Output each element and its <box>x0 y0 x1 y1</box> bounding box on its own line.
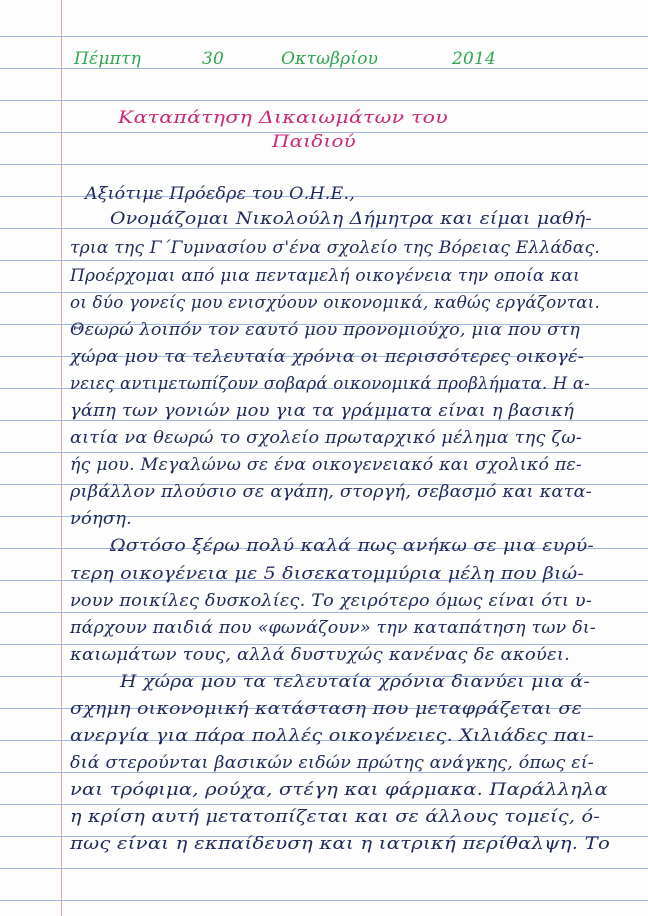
letter-line: Η χώρα μου τα τελευταία χρόνια διανύει μια ά- <box>120 672 590 692</box>
letter-line: πως είναι η εκπαίδευση και η ιατρική περίθαλψη. Το <box>70 834 610 854</box>
letter-line: η κρίση αυτή μετατοπίζεται και σε άλλους τομείς, ό- <box>70 807 600 827</box>
letter-line: Προέρχομαι από μια πενταμελή οικογένεια την οποία και <box>70 266 580 286</box>
letter-line: πάρχουν παιδιά που «φωνάζουν» την καταπάτηση των δι- <box>70 618 596 638</box>
letter-line: διά στερούνται βασικών ειδών πρώτης ανάγκης, όπως εί- <box>70 753 594 773</box>
letter-line: ριβάλλον πλούσιο σε αγάπη, στοργή, σεβασμό και κατα- <box>70 482 592 502</box>
date-year: 2014 <box>452 49 497 69</box>
date-month: Οκτωβρίου <box>281 49 379 69</box>
letter-line: νουν ποικίλες δυσκολίες. Το χειρότερο όμως είναι ότι υ- <box>70 591 592 611</box>
letter-line: Θεωρώ λοιπόν τον εαυτό μου προνομιούχο, μια που στη <box>70 320 580 340</box>
salutation: Αξιότιμε Πρόεδρε του Ο.Η.Ε., <box>85 184 355 204</box>
letter-line: αιτία να θεωρώ το σχολείο πρωταρχικό μέλημα της ζω- <box>70 428 582 448</box>
letter-line: Ωστόσο ξέρω πολύ καλά πως ανήκω σε μια ευρύ- <box>110 536 594 556</box>
letter-line: τερη οικογένεια με 5 δισεκατομμύρια μέλη που βιώ- <box>70 564 584 584</box>
date-number: 30 <box>202 49 225 69</box>
letter-line: Ονομάζομαι Νικολούλη Δήμητρα και είμαι μαθή- <box>110 209 592 229</box>
letter-line: χώρα μου τα τελευταία χρόνια οι περισσότερες οικογέ- <box>70 347 584 367</box>
letter-line: νειες αντιμετωπίζουν σοβαρά οικονομικά προβλήματα. Η α- <box>70 374 590 394</box>
letter-line: γάπη των γονιών μου για τα γράμματα είναι η βασική <box>70 401 574 421</box>
date-day: Πέμπτη <box>74 49 141 69</box>
letter-line: νόηση. <box>70 509 132 529</box>
margin-line <box>61 0 62 916</box>
letter-line: σχημη οικονομική κατάσταση που μεταφράζεται σε <box>70 699 582 719</box>
letter-line: ναι τρόφιμα, ρούχα, στέγη και φάρμακα. Παράλληλα <box>70 780 608 800</box>
letter-line: ανεργία για πάρα πολλές οικογένειες. Χιλιάδες παι- <box>70 726 594 746</box>
date-heading <box>0 47 648 71</box>
letter-line: τρια της Γ΄Γυμνασίου σ'ένα σχολείο της Βόρειας Ελλάδας. <box>70 238 600 258</box>
essay-title-line-2: Παιδιού <box>272 132 356 152</box>
letter-line: οι δύο γονείς μου ενισχύουν οικονομικά, καθώς εργάζονται. <box>70 293 600 313</box>
letter-line: ής μου. Μεγαλώνω σε ένα οικογενειακό και σχολικό πε- <box>70 455 582 475</box>
letter-line: καιωμάτων τους, αλλά δυστυχώς κανένας δε ακούει. <box>70 645 570 665</box>
essay-title-line-1: Καταπάτηση Δικαιωμάτων του <box>118 108 448 128</box>
